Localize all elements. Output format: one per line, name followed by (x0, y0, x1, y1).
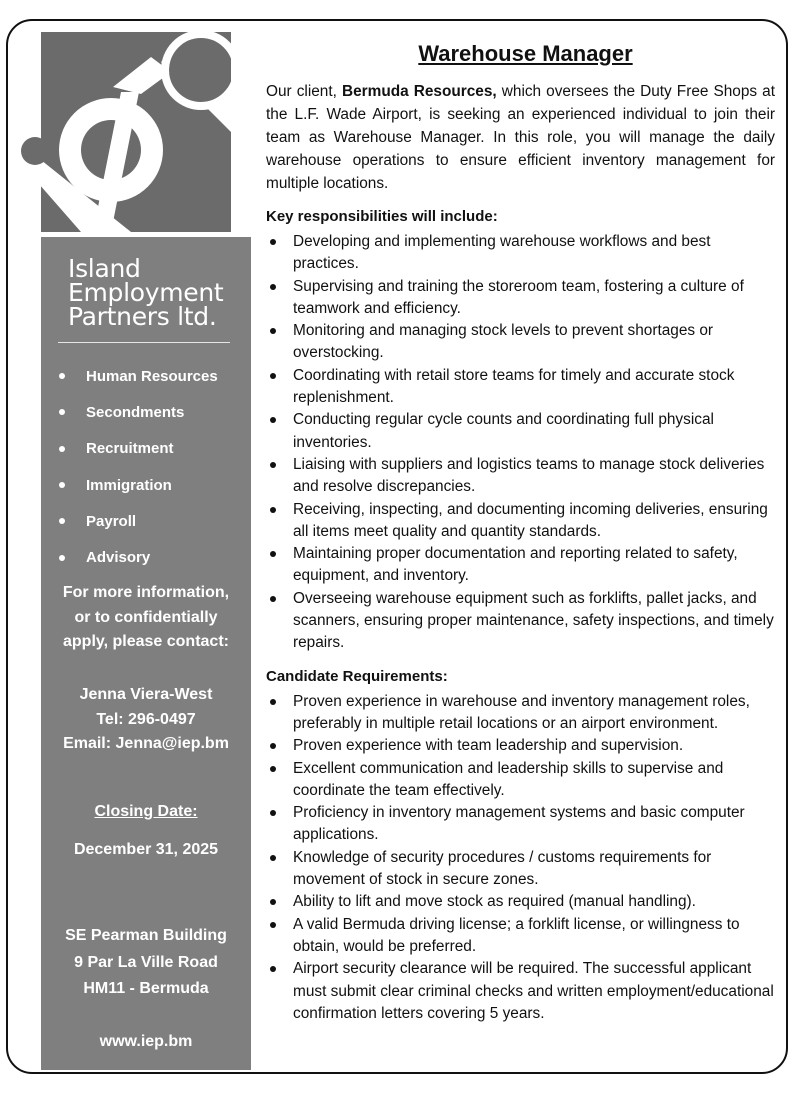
bullet-icon (270, 551, 276, 557)
bullet-icon (270, 766, 276, 772)
divider (58, 342, 230, 343)
contact-email[interactable]: Email: Jenna@iep.bm (63, 735, 229, 752)
bullet-icon (59, 409, 65, 415)
address-line: SE Pearman Building (65, 927, 227, 944)
item-text: Airport security clearance will be required. The successful applicant must submit clear criminal checks and written employment/educational confirmation letters covering 5 years. (293, 960, 774, 1022)
bullet-icon (270, 855, 276, 861)
bullet-icon (59, 518, 65, 524)
service-label: Human Resources (86, 367, 218, 385)
service-item (57, 394, 218, 430)
job-title: Warehouse Manager (418, 41, 633, 66)
item-text: Excellent communication and leadership skills to supervise and coordinate the team effectively. (293, 759, 724, 799)
bullet-icon (270, 284, 276, 290)
services-list (57, 358, 218, 576)
list-item (266, 802, 775, 847)
item-text: Monitoring and managing stock levels to prevent shortages or overstocking. (293, 322, 714, 362)
contact-details (41, 683, 251, 757)
service-item (57, 503, 218, 539)
company-line: Island (68, 254, 141, 283)
list-item (266, 409, 775, 454)
intro-paragraph (266, 80, 775, 195)
bullet-icon (270, 810, 276, 816)
service-item (57, 467, 218, 503)
intro-text: which oversees the Duty Free Shops at the L.F. Wade Airport, is seeking an experienced individual to join their team as Warehouse Manager. In this role, you will manage the daily warehouse operations to ensure efficient inventory management for multiple locations. (266, 83, 776, 192)
client-name: Bermuda Resources, (341, 83, 497, 100)
list-item (266, 891, 775, 913)
item-text: Conducting regular cycle counts and coordinating full physical inventories. (293, 411, 714, 451)
item-text: Ability to lift and move stock as required (manual handling). (293, 893, 696, 911)
responsibilities-list (266, 231, 775, 655)
bullet-icon (270, 417, 276, 423)
address-line: HM11 - Bermuda (83, 980, 209, 997)
bullet-icon (270, 596, 276, 602)
service-label: Secondments (86, 403, 185, 421)
list-item (266, 691, 775, 736)
list-item (266, 454, 775, 499)
service-item (57, 358, 218, 394)
website-link[interactable]: www.iep.bm (99, 1033, 193, 1050)
item-text: Developing and implementing warehouse workflows and best practices. (293, 233, 711, 273)
contact-intro (41, 581, 251, 655)
bullet-icon (59, 446, 65, 452)
item-text: Supervising and training the storeroom team, fostering a culture of teamwork and efficiency. (293, 277, 744, 317)
service-item (57, 539, 218, 575)
item-text: Liaising with suppliers and logistics teams to manage stock deliveries and resolve discrepancies. (293, 455, 765, 496)
item-text: Receiving, inspecting, and documenting incoming deliveries, ensuring all items meet quality and quantity standards. (293, 500, 768, 540)
bullet-icon (270, 462, 276, 468)
requirements-list (266, 691, 775, 1025)
contact-intro-line: or to confidentially (74, 608, 218, 626)
list-item (266, 320, 775, 365)
list-item (266, 758, 775, 803)
address-line: 9 Par La Ville Road (74, 953, 218, 971)
intro-prefix: Our client, (266, 83, 342, 100)
list-item (266, 543, 775, 588)
contact-name: Jenna Viera-West (79, 686, 213, 703)
service-label: Payroll (86, 512, 137, 530)
requirements-heading: Candidate Requirements: (266, 667, 448, 685)
item-text: Maintaining proper documentation and reporting related to safety, equipment, and inventory. (293, 545, 738, 585)
service-item (57, 431, 218, 467)
closing-date-label: Closing Date: (94, 803, 198, 820)
sidebar-panel (41, 237, 251, 1070)
logo-area (41, 32, 251, 232)
item-text: Overseeing warehouse equipment such as forklifts, pallet jacks, and scanners, ensuring proper maintenance, safety inspections, and timely repairs. (293, 589, 774, 652)
item-text: Proven experience in warehouse and inventory management roles, preferably in multiple retail locations or an airport environment. (293, 692, 750, 732)
bullet-icon (59, 482, 65, 488)
bullet-icon (59, 555, 65, 561)
bullet-icon (270, 699, 276, 705)
item-text: Coordinating with retail store teams for timely and accurate stock replenishment. (293, 366, 735, 407)
iep-logo-icon (11, 32, 231, 232)
item-text: Knowledge of security procedures / customs requirements for movement of stock in secure zones. (293, 848, 712, 889)
bullet-icon (270, 899, 276, 905)
contact-phone[interactable]: Tel: 296-0497 (96, 710, 196, 728)
item-text: Proven experience with team leadership and supervision. (293, 737, 684, 755)
service-label: Immigration (86, 476, 172, 494)
list-item (266, 847, 775, 892)
list-item (266, 276, 775, 321)
address (41, 923, 251, 1003)
list-item (266, 499, 775, 544)
company-line: Partners ltd. (68, 302, 217, 331)
contact-intro-line: apply, please contact: (63, 633, 229, 650)
company-line: Employment (68, 278, 224, 307)
closing-date: December 31, 2025 (73, 841, 219, 858)
contact-intro-line: For more information, (62, 584, 230, 601)
bullet-icon (270, 507, 276, 513)
bullet-icon (270, 966, 276, 972)
company-name (68, 254, 224, 331)
list-item (266, 958, 775, 1025)
list-item (266, 914, 775, 959)
bullet-icon (270, 922, 276, 928)
list-item (266, 735, 775, 757)
bullet-icon (270, 328, 276, 334)
bullet-icon (270, 373, 276, 379)
service-label: Advisory (86, 549, 151, 567)
job-description (266, 40, 775, 1025)
responsibilities-heading: Key responsibilities will include: (266, 208, 498, 225)
service-label: Recruitment (86, 440, 174, 458)
bullet-icon (270, 743, 276, 749)
list-item (266, 365, 775, 410)
item-text: Proficiency in inventory management systems and basic computer applications. (293, 804, 745, 844)
bullet-icon (270, 239, 276, 245)
bullet-icon (59, 373, 65, 379)
item-text: A valid Bermuda driving license; a forklift license, or willingness to obtain, would be preferred. (293, 915, 740, 955)
list-item (266, 588, 775, 655)
list-item (266, 231, 775, 276)
